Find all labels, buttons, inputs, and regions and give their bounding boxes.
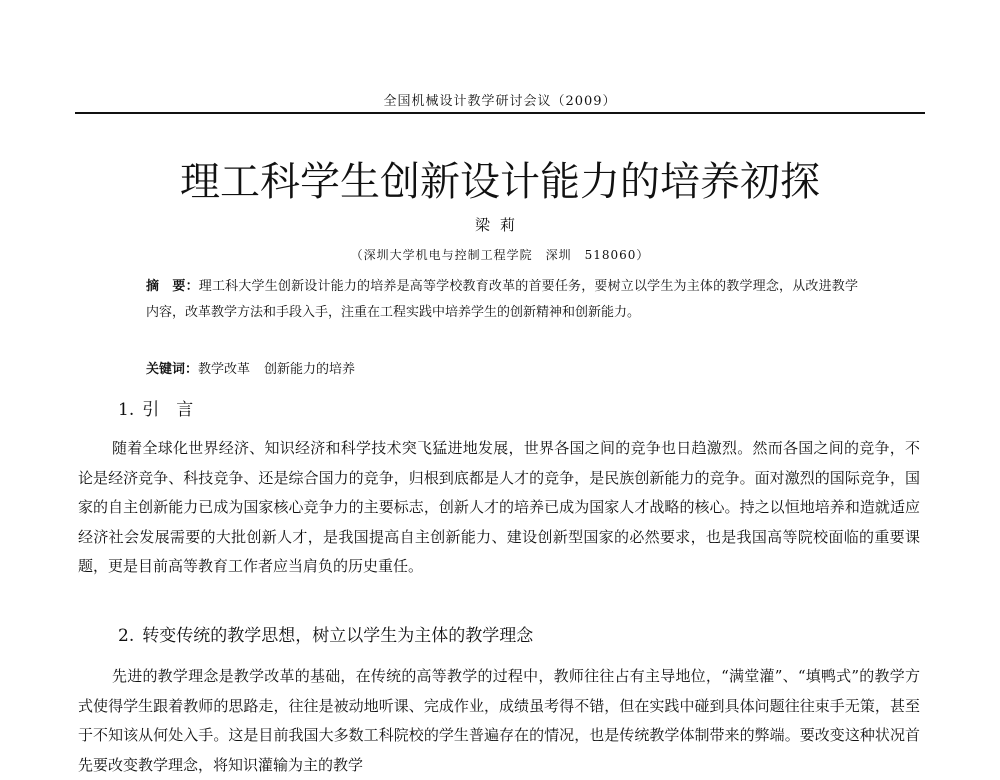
running-header: 全国机械设计教学研讨会议（2009） — [383, 94, 617, 109]
section-number: 1. — [118, 400, 135, 420]
section-title: 引 言 — [142, 400, 194, 420]
header-rule — [75, 112, 925, 114]
paper-title: 理工科学生创新设计能力的培养初探 — [180, 159, 820, 205]
abstract-text: 理工科大学生创新设计能力的培养是高等学校教育改革的首要任务，要树立以学生为主体的教学理念，从改进教学内容，改革教学方法和手段入手，注重在工程实践中培养学生的创新精神和创新能力。 — [146, 279, 858, 320]
author-name: 梁莉 — [474, 216, 525, 234]
abstract-label: 摘 要： — [146, 279, 199, 294]
section-heading-teaching-philosophy — [118, 622, 533, 650]
section-paragraph: 先进的教学理念是教学改革的基础，在传统的高等教学的过程中，教师往往占有主导地位，“满堂灌”、“填鸭式”的教学方式使得学生跟着教师的思路走，往往是被动地听课、完成作业，成绩虽考得不错，但在实践中碰到具体问题往往束手无策，甚至于不知该从何处入手。这是目前我国大多数工科院校的学生普遍存在的情况，也是传统教学体制带来的弊端。要改变这种状况首先要改变教学理念，将知识灌输为主的教学 — [78, 667, 920, 774]
keyword-item: 创新能力的培养 — [264, 362, 356, 377]
section-heading-introduction — [118, 396, 193, 424]
section-paragraph: 随着全球化世界经济、知识经济和科学技术突飞猛进地发展，世界各国之间的竞争也日趋激烈。然而各国之间的竞争，不论是经济竞争、科技竞争、还是综合国力的竞争，归根到底都是人才的竞争，是民族创新能力的竞争。面对激烈的国际竞争，国家的自主创新能力已成为国家核心竞争力的主要标志，创新人才的培养已成为国家人才战略的核心。持之以恒地培养和造就适应经济社会发展需要的大批创新人才，是我国提高自主创新能力、建设创新型国家的必然要求，也是我国高等院校面临的重要课题，更是目前高等教育工作者应当肩负的历史重任。 — [78, 439, 920, 575]
abstract — [146, 274, 858, 326]
section-number: 2. — [118, 626, 135, 646]
keywords — [146, 358, 858, 382]
author-affiliation: （深圳大学机电与控制工程学院 深圳 518060） — [350, 248, 650, 262]
keywords-label: 关键词： — [146, 362, 199, 377]
section-title: 转变传统的教学思想，树立以学生为主体的教学理念 — [142, 626, 534, 646]
keyword-item: 教学改革 — [198, 362, 251, 377]
